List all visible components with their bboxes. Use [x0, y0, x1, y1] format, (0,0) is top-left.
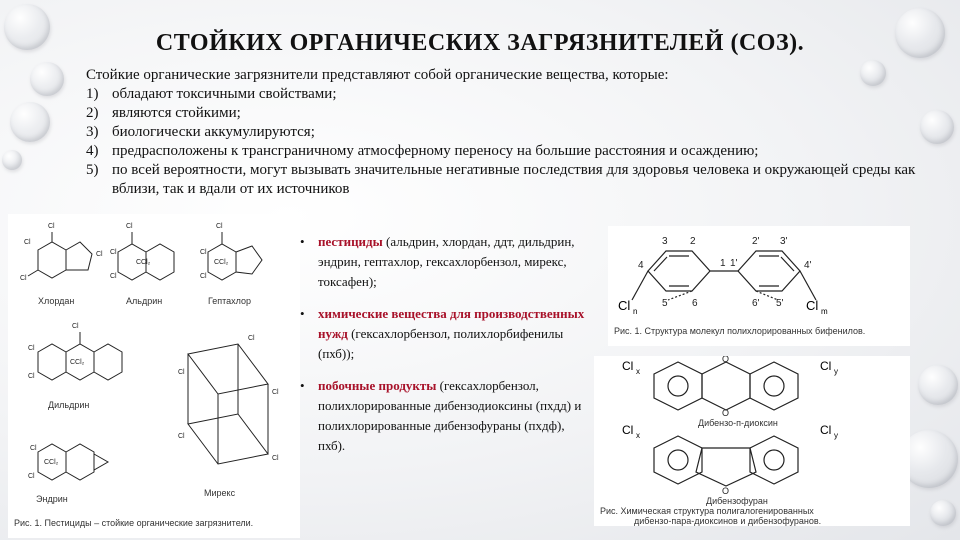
pcb-figure	[608, 226, 910, 346]
list-text: являются стойкими;	[112, 105, 241, 121]
svg-text:CCl₂: CCl₂	[70, 359, 85, 366]
list-item	[86, 161, 916, 199]
dioxin-structures	[594, 356, 910, 526]
svg-text:Cl: Cl	[110, 249, 117, 256]
structure-name: Мирекс	[204, 488, 236, 498]
intro-text: Стойкие органические загрязнители представляют собой органические вещества, которые:	[86, 67, 669, 83]
list-text: предрасположены к трансграничному атмосферному переносу на большие расстояния и осаждению;	[112, 143, 759, 159]
category-term: химические вещества для производственных нужд	[318, 306, 585, 341]
decor-drop	[930, 500, 956, 526]
svg-text:4: 4	[638, 260, 644, 271]
svg-text:2': 2'	[752, 236, 760, 247]
svg-text:Cl: Cl	[216, 223, 223, 230]
svg-text:4': 4'	[804, 260, 812, 271]
list-number: 5)	[86, 162, 99, 178]
svg-text:1: 1	[720, 258, 726, 269]
list-item	[300, 304, 585, 364]
chlorine-label: Cl	[622, 423, 634, 437]
structure-name: Альдрин	[126, 296, 163, 306]
svg-text:Cl: Cl	[48, 223, 55, 230]
list-item	[86, 123, 916, 142]
category-text: (гексахлорбензол, полихлорбифенилы (пхб));	[318, 326, 564, 361]
svg-text:Cl: Cl	[272, 455, 279, 462]
svg-text:CCl₂: CCl₂	[136, 259, 151, 266]
list-number: 4)	[86, 143, 99, 159]
list-number: 1)	[86, 86, 99, 102]
bullet-icon: •	[300, 234, 305, 249]
svg-text:6: 6	[692, 298, 698, 309]
svg-text:Cl: Cl	[248, 335, 255, 342]
list-item	[86, 142, 916, 161]
structure-name: Гептахлор	[208, 296, 252, 306]
figure-caption: Рис. Химическая структура полигалогенированных	[600, 506, 814, 516]
list-item	[86, 85, 916, 104]
svg-text:CCl₂: CCl₂	[214, 259, 229, 266]
svg-text:Cl: Cl	[126, 223, 133, 230]
svg-text:1': 1'	[730, 258, 738, 269]
chlorine-label: Cl	[820, 423, 832, 437]
figure-caption: дибензо-пара-диоксинов и дибензофуранов.	[634, 516, 822, 526]
structure-name: Дибензо-п-диоксин	[698, 418, 778, 428]
list-item	[300, 376, 585, 456]
list-text: по всей вероятности, могут вызывать значительные негативные последствия для здоровья человека и окружающей среды как вблизи, так и вдали от их источников	[112, 162, 916, 197]
figure-caption: Рис. 1. Структура молекул полихлорированных бифенилов.	[614, 326, 866, 336]
chlorine-label: Cl	[806, 298, 819, 313]
chlorine-label: Cl	[618, 298, 631, 313]
svg-text:Cl: Cl	[200, 273, 207, 280]
svg-text:Cl: Cl	[200, 249, 207, 256]
pesticides-figure	[8, 214, 300, 538]
pesticides-structures	[8, 214, 300, 538]
bullet-icon: •	[300, 306, 305, 321]
svg-text:Cl: Cl	[20, 275, 27, 282]
list-item	[300, 232, 585, 292]
structure-name: Дибензофуран	[706, 496, 768, 506]
category-term: побочные продукты	[318, 378, 437, 393]
svg-text:Cl: Cl	[28, 345, 35, 352]
category-term: пестициды	[318, 234, 383, 249]
structure-name: Хлордан	[38, 296, 75, 306]
svg-text:Cl: Cl	[110, 273, 117, 280]
svg-text:3': 3'	[780, 236, 788, 247]
svg-text:Cl: Cl	[96, 251, 103, 258]
pollutant-categories	[300, 232, 585, 468]
svg-text:Cl: Cl	[28, 373, 35, 380]
category-text: (альдрин, хлордан, ддт, дильдрин, эндрин, гептахлор, гексахлорбензол, мирекс, токсафен);	[318, 234, 575, 289]
svg-text:O: O	[722, 408, 730, 418]
svg-text:Cl: Cl	[72, 323, 79, 330]
decor-drop	[2, 150, 22, 170]
svg-text:Cl: Cl	[272, 389, 279, 396]
dioxin-figure	[594, 356, 910, 526]
chlorine-subscript: n	[633, 307, 638, 316]
list-number: 3)	[86, 124, 99, 140]
svg-text:O: O	[722, 356, 730, 364]
list-item	[86, 104, 916, 123]
chlorine-subscript: x	[636, 367, 640, 376]
svg-text:Cl: Cl	[28, 473, 35, 480]
list-text: обладают токсичными свойствами;	[112, 86, 337, 102]
decor-drop	[30, 62, 64, 96]
decor-drop	[918, 365, 958, 405]
category-text: (гексахлорбензол, полихлорированные дибензодиоксины (пхдд) и полихлорированные дибензофураны (пхдф), пхб).	[318, 378, 582, 453]
svg-text:3: 3	[662, 236, 668, 247]
chlorine-subscript: x	[636, 431, 640, 440]
chlorine-subscript: y	[834, 431, 838, 440]
svg-text:6': 6'	[752, 298, 760, 309]
property-list	[86, 85, 916, 199]
decor-drop	[920, 110, 954, 144]
chlorine-label: Cl	[622, 359, 634, 373]
svg-text:CCl₂: CCl₂	[44, 459, 59, 466]
slide-title: СТОЙКИХ ОРГАНИЧЕСКИХ ЗАГРЯЗНИТЕЛЕЙ (СОЗ).	[155, 30, 805, 56]
svg-text:Cl: Cl	[30, 445, 37, 452]
list-number: 2)	[86, 105, 99, 121]
structure-name: Дильдрин	[48, 400, 90, 410]
structure-name: Эндрин	[36, 494, 68, 504]
svg-text:2: 2	[690, 236, 696, 247]
chlorine-subscript: y	[834, 367, 838, 376]
bullet-icon: •	[300, 378, 305, 393]
intro-block	[86, 66, 916, 199]
svg-text:O: O	[722, 486, 730, 496]
svg-text:Cl: Cl	[178, 369, 185, 376]
svg-text:5': 5'	[776, 298, 784, 309]
decor-drop	[10, 102, 50, 142]
chlorine-subscript: m	[821, 307, 828, 316]
pcb-structure	[608, 226, 910, 346]
svg-text:Cl: Cl	[24, 239, 31, 246]
svg-text:Cl: Cl	[178, 433, 185, 440]
svg-text:5: 5	[662, 298, 668, 309]
chlorine-label: Cl	[820, 359, 832, 373]
figure-caption: Рис. 1. Пестициды – стойкие органические загрязнители.	[14, 518, 254, 528]
list-text: биологически аккумулируются;	[112, 124, 315, 140]
